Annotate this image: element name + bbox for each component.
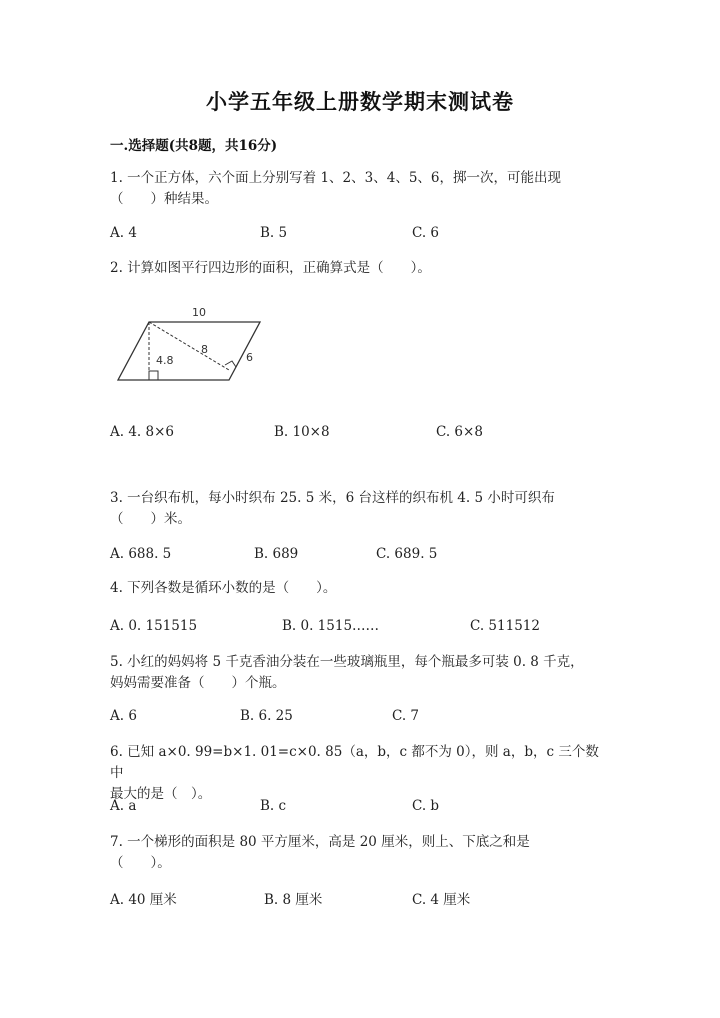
question-text-cont: （ ）种结果。 (110, 191, 218, 207)
question-text: 4. 下列各数是循环小数的是（ ）。 (110, 580, 337, 596)
question-text-cont: （ ）。 (110, 855, 171, 871)
option-a: A. 688. 5 (110, 546, 172, 562)
question-text: 6. 已知 a×0. 99=b×1. 01=c×0. 85（a，b，c 都不为 0），则 a，b，c 三个数中 (110, 744, 599, 781)
option-b: B. 0. 1515…… (282, 618, 380, 634)
option-a: A. a (110, 798, 137, 814)
question-text: 2. 计算如图平行四边形的面积，正确算式是（ ）。 (110, 260, 431, 276)
height-label: 4.8 (156, 354, 174, 367)
question-text-cont: （ ）米。 (110, 511, 191, 527)
right-angle-mark-2 (225, 361, 236, 367)
option-a: A. 4 (110, 225, 137, 241)
question-text-cont: 妈妈需要准备（ ）个瓶。 (110, 675, 286, 691)
question-text: 1. 一个正方体，六个面上分别写着 1、2、3、4、5、6，掷一次，可能出现 (110, 170, 561, 186)
diagonal-label: 8 (201, 343, 208, 356)
option-c: C. b (412, 798, 440, 814)
question-text: 7. 一个梯形的面积是 80 平方厘米，高是 20 厘米，则上、下底之和是 (110, 834, 530, 850)
question-text: 5. 小红的妈妈将 5 千克香油分装在一些玻璃瓶里，每个瓶最多可装 0. 8 千克， (110, 654, 584, 670)
side-label: 6 (246, 351, 253, 364)
parallelogram-shape (118, 322, 260, 380)
option-b: B. 5 (260, 225, 288, 241)
option-b: B. 689 (254, 546, 299, 562)
question-4 (110, 578, 610, 599)
option-a: A. 6 (110, 708, 137, 724)
page-title: 小学五年级上册数学期末测试卷 (206, 89, 514, 114)
question-text-cont: 最大的是（ ）。 (110, 786, 212, 802)
option-a: A. 4. 8×6 (110, 424, 174, 440)
option-c: C. 689. 5 (376, 546, 438, 562)
section-heading: 一.选择题(共8题，共16分) (110, 138, 278, 154)
question-5 (110, 652, 610, 694)
option-c: C. 4 厘米 (412, 892, 471, 908)
option-b: B. 6. 25 (240, 708, 293, 724)
question-2 (110, 258, 610, 279)
option-c: C. 6×8 (436, 424, 483, 440)
question-1 (110, 168, 610, 210)
parallelogram-figure (112, 302, 272, 392)
option-c: C. 511512 (470, 618, 540, 634)
option-b: B. c (260, 798, 287, 814)
question-7 (110, 832, 610, 874)
question-text: 3. 一台织布机，每小时织布 25. 5 米，6 台这样的织布机 4. 5 小时可织布 (110, 490, 555, 506)
option-b: B. 10×8 (274, 424, 330, 440)
question-3 (110, 488, 610, 530)
option-b: B. 8 厘米 (264, 892, 323, 908)
question-6 (110, 742, 610, 805)
option-c: C. 6 (412, 225, 440, 241)
right-angle-mark (149, 371, 158, 380)
option-a: A. 40 厘米 (110, 892, 177, 908)
top-label: 10 (192, 306, 206, 319)
option-a: A. 0. 151515 (110, 618, 198, 634)
option-c: C. 7 (392, 708, 420, 724)
